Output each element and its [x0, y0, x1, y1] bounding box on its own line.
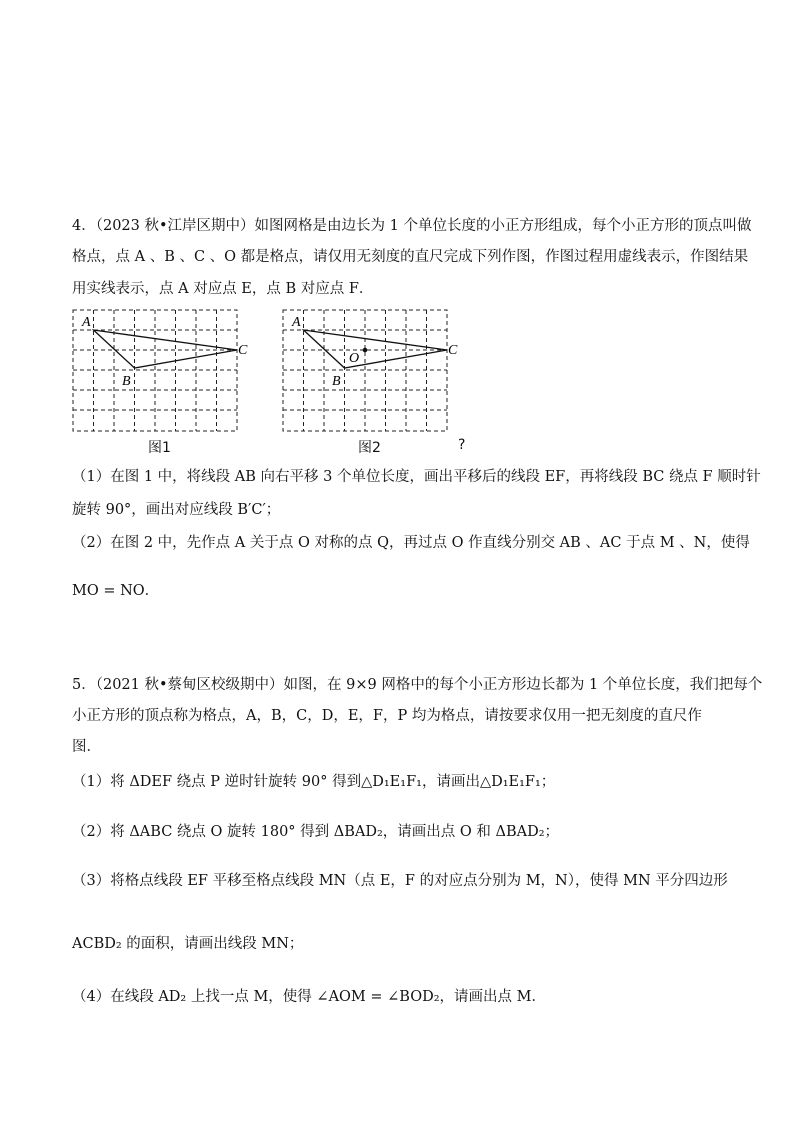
problem5-q3-line2: ACBD₂ 的面积，请画出线段 MN；: [72, 936, 304, 952]
problem5-line1: 5．（2021 秋•蔡甸区校级期中）如图，在 9×9 网格中的每个小正方形边长都为 1 个单位长度，我们把每个: [72, 677, 763, 693]
problem4-q1-line2: 旋转 90°，画出对应线段 B′C′；: [72, 502, 281, 518]
fig2-label-c: C: [448, 343, 458, 358]
problem4-q2-line2: MO = NO．: [72, 583, 160, 599]
point-o: [363, 348, 368, 353]
problem4-line3: 用实线表示，点 A 对应点 E，点 B 对应点 F．: [72, 281, 374, 297]
problem4-line1: 4．（2023 秋•江岸区期中）如图网格是由边长为 1 个单位长度的小正方形组成，每个小正方形的顶点叫做: [72, 218, 752, 234]
fig2-label-a: A: [292, 315, 301, 330]
triangle-abc-fig2: [304, 330, 448, 368]
problem5-q3-line1: （3）将格点线段 EF 平移至格点线段 MN（点 E，F 的对应点分别为 M，N），使得 MN 平分四边形: [72, 873, 728, 889]
problem4-q2-line1: （2）在图 2 中，先作点 A 关于点 O 对称的点 Q，再过点 O 作直线分别交 AB 、AC 于点 M 、N，使得: [72, 535, 750, 551]
figure-2-grid: [278, 305, 463, 435]
triangle-abc: [94, 330, 238, 368]
figure-1-grid: [68, 305, 248, 435]
question-mark: ?: [458, 437, 466, 453]
problem5-line3: 图．: [72, 739, 101, 755]
problem5-q4: （4）在线段 AD₂ 上找一点 M，使得 ∠AOM = ∠BOD₂，请画出点 M．: [72, 989, 546, 1005]
figure-1-caption: 图1: [148, 440, 171, 456]
fig1-label-a: A: [82, 315, 91, 330]
fig1-label-b: B: [122, 374, 131, 389]
problem4-line2: 格点，点 A 、B 、C 、O 都是格点，请仅用无刻度的直尺完成下列作图，作图过程用虚线表示，作图结果: [72, 249, 749, 265]
fig1-label-c: C: [238, 343, 248, 358]
problem5-line2: 小正方形的顶点称为格点，A，B，C，D，E，F，P 均为格点，请按要求仅用一把无刻度的直尺作: [72, 708, 702, 724]
figure-2-caption: 图2: [358, 440, 381, 456]
fig2-label-b: B: [332, 374, 341, 389]
problem4-q1-line1: （1）在图 1 中，将线段 AB 向右平移 3 个单位长度，画出平移后的线段 EF，再将线段 BC 绕点 F 顺时针: [72, 469, 761, 485]
problem5-q1: （1）将 ΔDEF 绕点 P 逆时针旋转 90° 得到△D₁E₁F₁，请画出△D₁E₁F₁；: [72, 774, 556, 790]
problem5-q2: （2）将 ΔABC 绕点 O 旋转 180° 得到 ΔBAD₂，请画出点 O 和 ΔBAD₂；: [72, 824, 560, 840]
fig2-label-o: O: [349, 351, 360, 366]
